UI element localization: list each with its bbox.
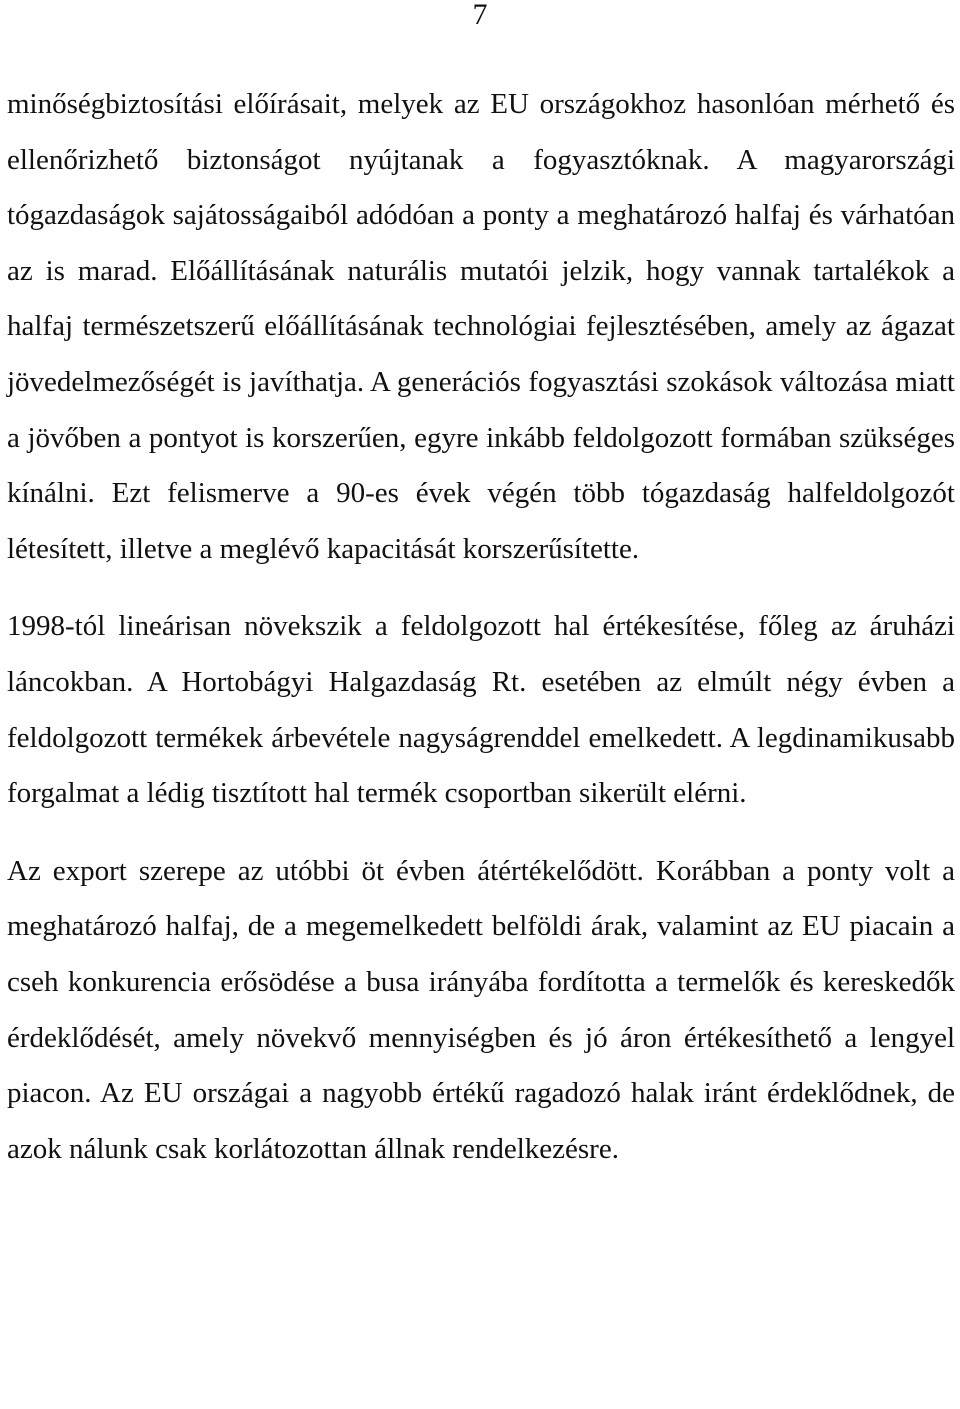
paragraph-1: minőségbiztosítási előírásait, melyek az EU országokhoz hasonlóan mérhető és ellenőrizhető biztonságot nyújtanak a fogyasztóknak. A magyarországi tógazdaságok sajátosságaiból adódóan a ponty a meghatározó halfaj és várhatóan az is marad. Előállításának naturális mutatói jelzik, hogy vannak tartalékok a halfaj természetszerű előállításának technológiai fejlesztésében, amely az ágazat jövedelmezőségét is javíthatja. A generációs fogyasztási szokások változása miatt a jövőben a pontyot is korszerűen, egyre inkább feldolgozott formában szükséges kínálni. Ezt felismerve a 90-es évek végén több tógazdaság halfeldolgozót létesített, illetve a meglévő kapacitását korszerűsítette. [7, 88, 955, 565]
page-number: 7 [472, 0, 488, 31]
paragraph-2: 1998-tól lineárisan növekszik a feldolgozott hal értékesítése, főleg az áruházi láncokban. A Hortobágyi Halgazdaság Rt. esetében az elmúlt négy évben a feldolgozott termékek árbevétele nagyságrenddel emelkedett. A legdinamikusabb forgalmat a lédig tisztított hal termék csoportban sikerült elérni. [7, 610, 955, 810]
page-body [7, 77, 955, 1177]
paragraph-3: Az export szerepe az utóbbi öt évben átértékelődött. Korábban a ponty volt a meghatározó halfaj, de a megemelkedett belföldi árak, valamint az EU piacain a cseh konkurencia erősödése a busa irányába fordította a termelők és kereskedők érdeklődését, amely növekvő mennyiségben és jó áron értékesíthető a lengyel piacon. Az EU országai a nagyobb értékű ragadozó halak iránt érdeklődnek, de azok nálunk csak korlátozottan állnak rendelkezésre. [7, 854, 955, 1165]
